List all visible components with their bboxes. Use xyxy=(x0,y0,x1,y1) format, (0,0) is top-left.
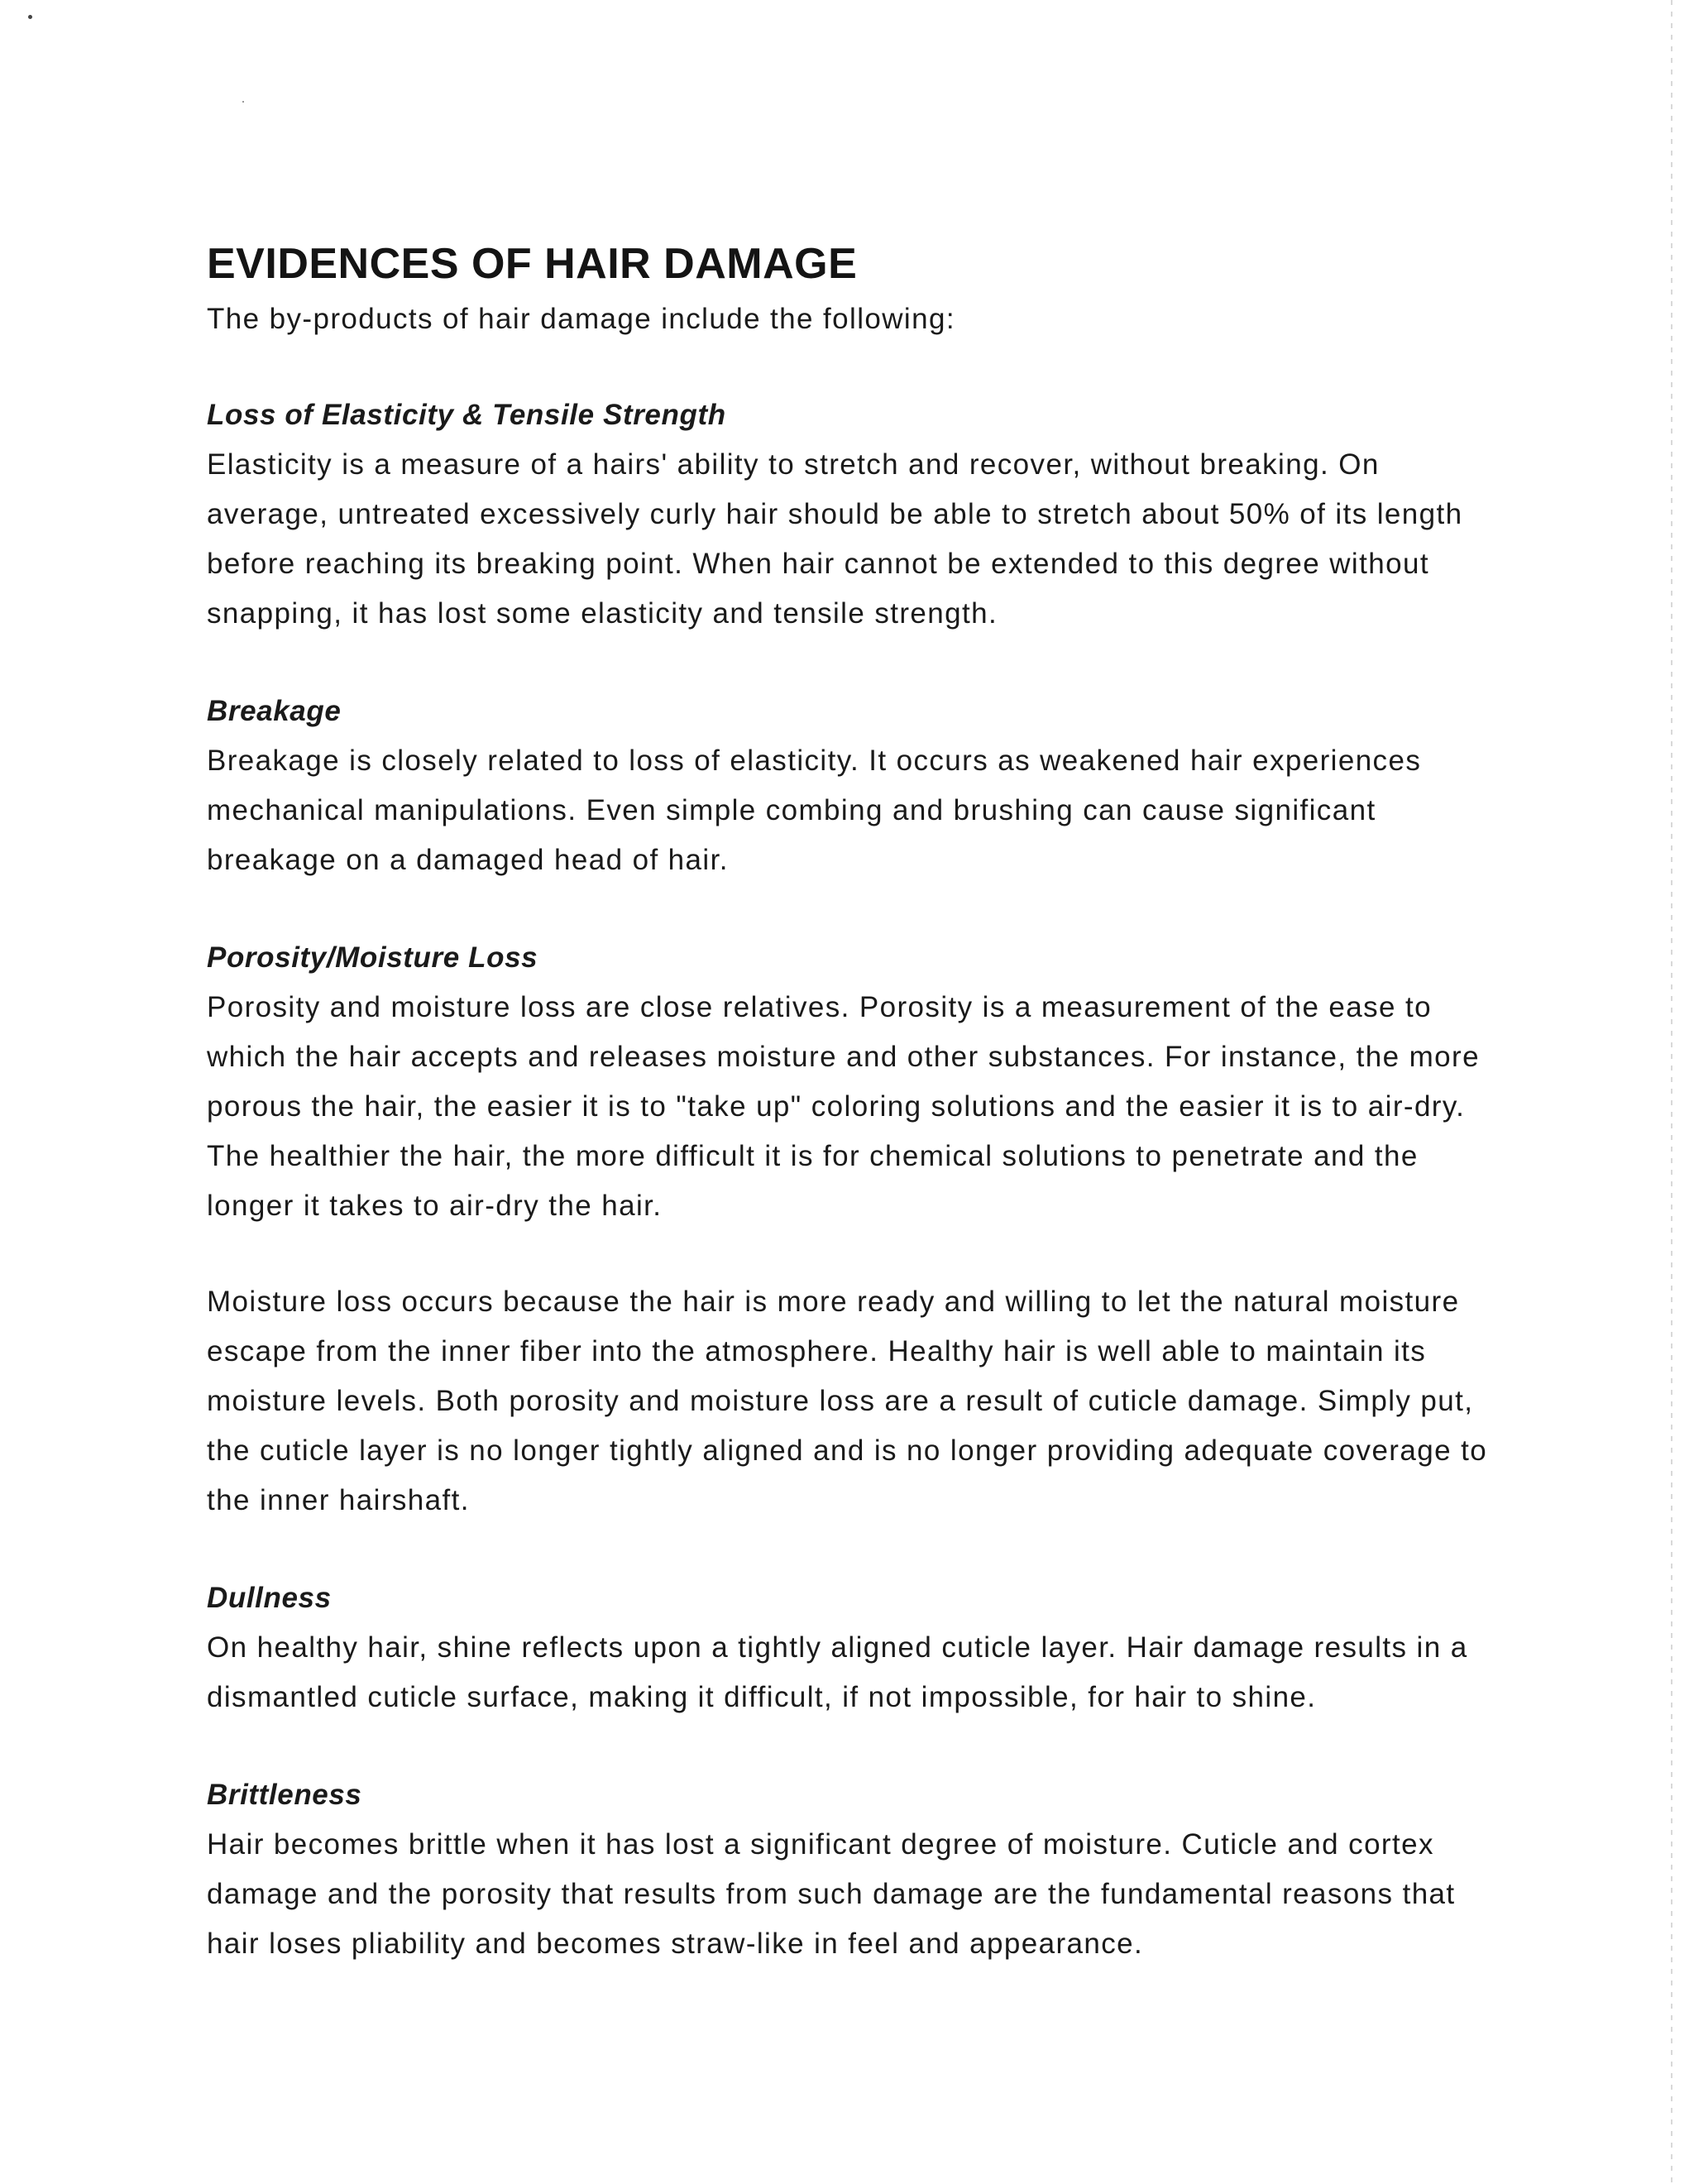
section-heading: Loss of Elasticity & Tensile Strength xyxy=(207,399,726,431)
intro-text: The by-products of hair damage include the following: xyxy=(207,303,955,335)
section-paragraph: Moisture loss occurs because the hair is more ready and willing to let the natural moisture escape from the inner fiber into the atmosphere. Healthy hair is well able to maintain its moisture levels. Both porosity and moisture loss are a result of cuticle damage. Simply put, the cuticle layer is no longer tightly aligned and is no longer providing adequate coverage to the inner hairshaft. xyxy=(207,1286,1488,1516)
section-paragraph: Breakage is closely related to loss of elasticity. It occurs as weakened hair experiences mechanical manipulations. Even simple combing and brushing can cause significant breakage on a damaged head of hair. xyxy=(207,745,1422,876)
section-heading: Brittleness xyxy=(207,1779,362,1811)
section-paragraph: Hair becomes brittle when it has lost a significant degree of moisture. Cuticle and cortex damage and the porosity that results from such damage are the fundamental reasons that hair loses pliability and becomes straw-like in feel and appearance. xyxy=(207,1828,1456,1960)
section-paragraph: On healthy hair, shine reflects upon a tightly aligned cuticle layer. Hair damage results in a dismantled cuticle surface, making it difficult, if not impossible, for hair to shine. xyxy=(207,1631,1468,1713)
section-heading: Porosity/Moisture Loss xyxy=(207,941,538,974)
section-heading: Breakage xyxy=(207,695,342,727)
section-elasticity xyxy=(207,390,1497,639)
scan-speck xyxy=(28,15,32,19)
scan-edge-line xyxy=(1671,0,1672,2184)
scan-speck xyxy=(242,101,244,103)
section-brittleness xyxy=(207,1770,1497,1969)
section-paragraph: Elasticity is a measure of a hairs' ability to stretch and recover, without breaking. On average, untreated excessively curly hair should be able to stretch about 50% of its length before reaching its breaking point. When hair cannot be extended to this degree without snapping, it has lost some elasticity and tensile strength. xyxy=(207,448,1463,630)
section-dullness xyxy=(207,1573,1497,1722)
page-title: EVIDENCES OF HAIR DAMAGE xyxy=(207,240,858,288)
section-heading: Dullness xyxy=(207,1582,332,1614)
section-porosity xyxy=(207,933,1497,1525)
document-body xyxy=(207,233,1497,2017)
section-breakage xyxy=(207,687,1497,885)
section-paragraph: Porosity and moisture loss are close relatives. Porosity is a measurement of the ease to which the hair accepts and releases moisture and other substances. For instance, the more porous the hair, the easier it is to "take up" coloring solutions and the easier it is to air-dry. The healthier the hair, the more difficult it is for chemical solutions to penetrate and the longer it takes to air-dry the hair. xyxy=(207,991,1480,1222)
